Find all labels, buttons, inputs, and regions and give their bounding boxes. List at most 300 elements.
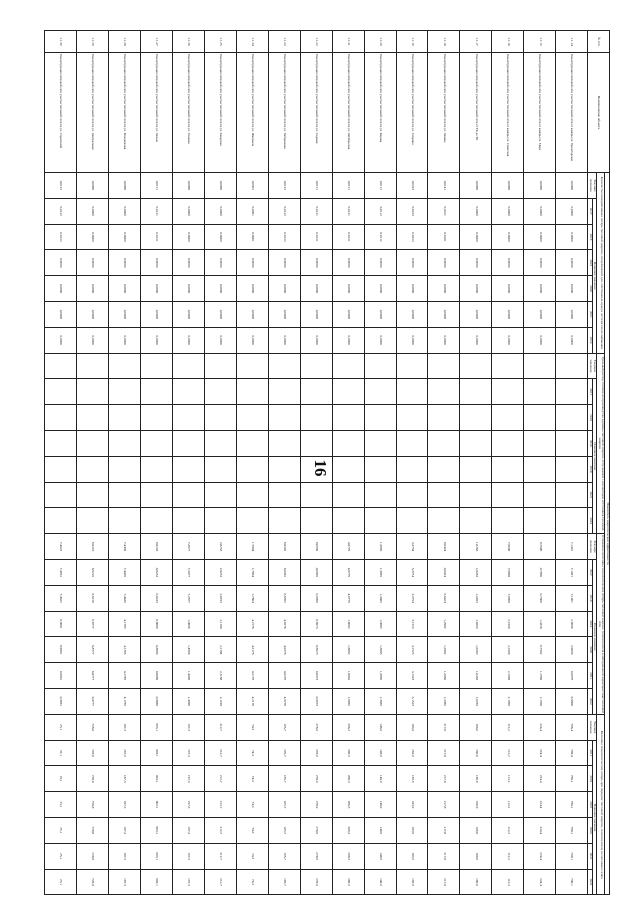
table-row bbox=[141, 31, 173, 895]
cell-value: 7,4922 bbox=[45, 534, 77, 560]
cell-value: 1,2982 bbox=[428, 663, 460, 689]
cell-value: 903,1 bbox=[141, 766, 173, 792]
table-row bbox=[492, 31, 524, 895]
cell-value: 278,9 bbox=[300, 766, 332, 792]
cell-value: 105,7 bbox=[268, 792, 300, 818]
rotated-table-content bbox=[44, 30, 610, 886]
table-row bbox=[173, 31, 205, 895]
cell-value: 0,0000 bbox=[460, 198, 492, 224]
cell-empty bbox=[141, 353, 173, 379]
cell-value: 0,0000 bbox=[204, 327, 236, 353]
cell-value: 112,2 bbox=[492, 714, 524, 740]
cell-value: 0,0000 bbox=[524, 301, 556, 327]
cell-value: 0,8689 bbox=[141, 663, 173, 689]
cell-value: 0,6973 bbox=[300, 637, 332, 663]
cell-value: 0,7906 bbox=[524, 534, 556, 560]
cell-value: 0,0223 bbox=[396, 173, 428, 199]
header-year: 2020 bbox=[588, 817, 593, 843]
cell-empty bbox=[300, 405, 332, 431]
cell-value: 0,6973 bbox=[300, 663, 332, 689]
cell-value: 187,3 bbox=[109, 714, 141, 740]
cell-value: 0,0000 bbox=[141, 250, 173, 276]
cell-value: 0,0000 bbox=[460, 173, 492, 199]
cell-value: 4,2176 bbox=[236, 688, 268, 714]
cell-value: 0,0000 bbox=[492, 173, 524, 199]
cell-empty bbox=[77, 508, 109, 534]
cell-value: 2,1188 bbox=[204, 688, 236, 714]
cell-empty bbox=[173, 508, 205, 534]
row-name: Реконструкция тепловой сети участка тепловой сети по ул. Школьная bbox=[236, 53, 268, 173]
cell-value: 2,1188 bbox=[204, 637, 236, 663]
cell-value: 105,7 bbox=[268, 714, 300, 740]
cell-value: 166,6 bbox=[460, 740, 492, 766]
cell-value: 1,3685 bbox=[364, 585, 396, 611]
row-name: Реконструкция тепловой сети участка тепловой сети по ул. Гагарина bbox=[396, 53, 428, 173]
cell-empty bbox=[556, 508, 588, 534]
table-row bbox=[268, 31, 300, 895]
cell-value: 4,2176 bbox=[236, 663, 268, 689]
cell-empty bbox=[364, 353, 396, 379]
cell-value: 148,9 bbox=[364, 843, 396, 869]
cell-empty bbox=[556, 456, 588, 482]
cell-value: 278,9 bbox=[300, 843, 332, 869]
cell-empty bbox=[428, 508, 460, 534]
cell-value: 7,2077 bbox=[173, 559, 205, 585]
cell-value: 0,0000 bbox=[332, 250, 364, 276]
header-plan-1: Плановое значение bbox=[592, 198, 597, 353]
cell-value: 1,3685 bbox=[364, 611, 396, 637]
cell-value: 74,3 bbox=[236, 843, 268, 869]
cell-value: 206,3 bbox=[332, 740, 364, 766]
cell-value: 0,0000 bbox=[236, 301, 268, 327]
cell-value: 212,7 bbox=[204, 817, 236, 843]
cell-value: 25,1 bbox=[45, 792, 77, 818]
cell-empty bbox=[460, 430, 492, 456]
cell-value: 183,9 bbox=[396, 817, 428, 843]
cell-value: 728,8 bbox=[77, 843, 109, 869]
cell-value: 1,7864 bbox=[236, 585, 268, 611]
cell-value: 0,0000 bbox=[236, 250, 268, 276]
cell-value: 0,0000 bbox=[204, 301, 236, 327]
row-number: 1.1.21 bbox=[332, 31, 364, 53]
cell-empty bbox=[460, 508, 492, 534]
cell-value: 0,0000 bbox=[492, 250, 524, 276]
cell-empty bbox=[77, 405, 109, 431]
cell-value: 0,0000 bbox=[556, 276, 588, 302]
cell-value: 112,3 bbox=[492, 869, 524, 895]
cell-value: 0,0000 bbox=[556, 224, 588, 250]
cell-value: 3,3754 bbox=[396, 559, 428, 585]
table-row bbox=[109, 31, 141, 895]
cell-empty bbox=[45, 508, 77, 534]
cell-value: 25,1 bbox=[45, 843, 77, 869]
cell-value: 903,1 bbox=[141, 740, 173, 766]
cell-value: 0,0000 bbox=[460, 276, 492, 302]
row-name: Реконструкция тепловой сети участка тепловой сети по ул. Полевая bbox=[173, 53, 205, 173]
cell-value: 1,0263 bbox=[460, 534, 492, 560]
cell-value: 0,8233 bbox=[141, 585, 173, 611]
header-plan-2: Плановое значение bbox=[592, 379, 597, 534]
cell-value: 1,6062 bbox=[332, 688, 364, 714]
cell-empty bbox=[173, 353, 205, 379]
cell-value: 6,8392 bbox=[268, 534, 300, 560]
cell-empty bbox=[460, 482, 492, 508]
cell-empty bbox=[364, 508, 396, 534]
cell-value: 3,3754 bbox=[396, 534, 428, 560]
cell-value: 0,0999 bbox=[300, 559, 332, 585]
cell-value: 4,2176 bbox=[236, 611, 268, 637]
cell-value: 0,0223 bbox=[396, 198, 428, 224]
cell-value: 0,0001 bbox=[236, 224, 268, 250]
cell-value: 728,8 bbox=[77, 766, 109, 792]
cell-value: 217,8 bbox=[428, 792, 460, 818]
cell-empty bbox=[492, 405, 524, 431]
cell-empty bbox=[173, 405, 205, 431]
cell-empty bbox=[396, 456, 428, 482]
cell-value: 0,0122 bbox=[268, 224, 300, 250]
rotated-table-frame bbox=[44, 30, 610, 886]
cell-empty bbox=[332, 430, 364, 456]
cell-empty bbox=[524, 430, 556, 456]
row-number: 1.1.15 bbox=[524, 31, 556, 53]
cell-value: 0,0000 bbox=[77, 276, 109, 302]
cell-empty bbox=[524, 456, 556, 482]
cell-value: 212,7 bbox=[204, 792, 236, 818]
cell-empty bbox=[109, 379, 141, 405]
cell-value: 105,7 bbox=[268, 766, 300, 792]
cell-empty bbox=[556, 379, 588, 405]
cell-empty bbox=[77, 353, 109, 379]
cell-value: 112,2 bbox=[492, 817, 524, 843]
cell-value: 166,6 bbox=[460, 766, 492, 792]
cell-value: 0,0000 bbox=[109, 224, 141, 250]
cell-empty bbox=[524, 508, 556, 534]
cell-value: 0,0121 bbox=[141, 224, 173, 250]
cell-empty bbox=[109, 482, 141, 508]
header-sub2: Удельный расход топлива на производство единицы тепловой энергии, отпускаемой с коллекторов источников тепловой энергии bbox=[597, 353, 605, 534]
cell-value: 197,3 bbox=[173, 792, 205, 818]
cell-value: 2,1999 bbox=[492, 663, 524, 689]
cell-value: 1,6062 bbox=[332, 637, 364, 663]
cell-empty bbox=[236, 456, 268, 482]
row-name: Реконструкция тепловой сети участка тепловой сети от ТК до ТК bbox=[460, 53, 492, 173]
cell-value: 0,0000 bbox=[524, 327, 556, 353]
cell-value: 3,1523 bbox=[396, 663, 428, 689]
table-row bbox=[428, 31, 460, 895]
cell-empty bbox=[268, 456, 300, 482]
cell-value: 224,4 bbox=[524, 843, 556, 869]
cell-value: 224,4 bbox=[524, 869, 556, 895]
table-row bbox=[460, 31, 492, 895]
table-row bbox=[45, 31, 77, 895]
cell-empty bbox=[556, 482, 588, 508]
cell-value: 0,0112 bbox=[364, 198, 396, 224]
header-year: 2017 bbox=[588, 740, 593, 766]
cell-empty bbox=[236, 508, 268, 534]
cell-value: 4,2176 bbox=[236, 637, 268, 663]
cell-value: 0,0000 bbox=[45, 301, 77, 327]
row-number: 1.1.16 bbox=[492, 31, 524, 53]
cell-empty bbox=[396, 482, 428, 508]
cell-value: 0,0000 bbox=[556, 173, 588, 199]
header-year: 2022 bbox=[588, 327, 593, 353]
cell-value: 1,6062 bbox=[332, 663, 364, 689]
cell-value: 278,9 bbox=[300, 869, 332, 895]
cell-value: 1,0263 bbox=[460, 611, 492, 637]
cell-value: 148,9 bbox=[364, 740, 396, 766]
table-row bbox=[332, 31, 364, 895]
row-number: 1.1.22 bbox=[300, 31, 332, 53]
row-number: 1.1.26 bbox=[173, 31, 205, 53]
cell-value: 0,0000 bbox=[204, 224, 236, 250]
cell-value: 0,0000 bbox=[428, 327, 460, 353]
cell-value: 0,0000 bbox=[141, 301, 173, 327]
cell-empty bbox=[173, 482, 205, 508]
header-year: 2018 bbox=[588, 224, 593, 250]
cell-empty bbox=[524, 379, 556, 405]
cell-empty bbox=[556, 405, 588, 431]
cell-value: 903,1 bbox=[141, 714, 173, 740]
cell-value: 212,7 bbox=[204, 766, 236, 792]
cell-empty bbox=[173, 430, 205, 456]
cell-value: 217,8 bbox=[428, 817, 460, 843]
row-name: Реконструкция тепловой сети участка тепловой сети от камеры ул. Пролетарская bbox=[556, 53, 588, 173]
cell-value: 74,3 bbox=[236, 766, 268, 792]
cell-value: 166,6 bbox=[460, 714, 492, 740]
cell-value: 0,8689 bbox=[141, 611, 173, 637]
cell-value: 0,6973 bbox=[300, 611, 332, 637]
cell-empty bbox=[109, 508, 141, 534]
cell-empty bbox=[77, 379, 109, 405]
header-year: 2018 bbox=[588, 405, 593, 431]
cell-value: 0,0112 bbox=[364, 224, 396, 250]
cell-value: 212,7 bbox=[204, 714, 236, 740]
cell-value: 4,6779 bbox=[332, 534, 364, 560]
header-current-1: Текущее значение bbox=[588, 173, 597, 199]
cell-empty bbox=[77, 482, 109, 508]
header-year: 2017 bbox=[588, 559, 593, 585]
cell-empty bbox=[396, 405, 428, 431]
cell-value: 0,0000 bbox=[524, 198, 556, 224]
cell-value: 0,0000 bbox=[204, 276, 236, 302]
header-year: 2017 bbox=[588, 198, 593, 224]
cell-value: 0,0121 bbox=[300, 173, 332, 199]
cell-value: 4,9276 bbox=[268, 637, 300, 663]
cell-empty bbox=[268, 508, 300, 534]
cell-value: 0,0121 bbox=[141, 173, 173, 199]
cell-value: 0,0000 bbox=[364, 250, 396, 276]
cell-value: 166,6 bbox=[460, 843, 492, 869]
header-current-3: Текущее значение bbox=[588, 534, 597, 560]
cell-value: 0,0000 bbox=[332, 327, 364, 353]
cell-value: 0,0000 bbox=[492, 224, 524, 250]
page-number: 16 bbox=[311, 459, 330, 477]
cell-value: 0,0000 bbox=[364, 301, 396, 327]
cell-value: 0,0000 bbox=[300, 250, 332, 276]
cell-empty bbox=[141, 379, 173, 405]
cell-value: 0,0000 bbox=[364, 327, 396, 353]
cell-value: 0,0000 bbox=[77, 173, 109, 199]
cell-value: 6,8777 bbox=[77, 637, 109, 663]
cell-empty bbox=[396, 508, 428, 534]
cell-value: 0,0001 bbox=[236, 173, 268, 199]
row-number: 1.1.14 bbox=[556, 31, 588, 53]
cell-value: 0,6424 bbox=[428, 585, 460, 611]
cell-empty bbox=[428, 379, 460, 405]
cell-value: 0,8233 bbox=[141, 534, 173, 560]
cell-empty bbox=[77, 430, 109, 456]
cell-value: 183,9 bbox=[396, 766, 428, 792]
cell-value: 903,1 bbox=[141, 817, 173, 843]
cell-value: 0,0121 bbox=[141, 198, 173, 224]
header-year: 2022 bbox=[588, 688, 593, 714]
table-row bbox=[300, 31, 332, 895]
cell-value: 0,0000 bbox=[396, 327, 428, 353]
cell-value: 798,4 bbox=[556, 714, 588, 740]
cell-value: 0,0121 bbox=[300, 224, 332, 250]
header-sub4: Величина технологических потерь при передаче тепловой энергии, теплоносителя по тепловым сетям bbox=[597, 714, 605, 895]
cell-value: 7,1491 bbox=[556, 534, 588, 560]
cell-value: 0,0000 bbox=[428, 301, 460, 327]
cell-value: 0,0000 bbox=[77, 301, 109, 327]
cell-value: 2,1999 bbox=[492, 611, 524, 637]
cell-value: 0,0000 bbox=[300, 301, 332, 327]
cell-value: 0,8689 bbox=[141, 637, 173, 663]
cell-value: 278,9 bbox=[300, 714, 332, 740]
cell-value: 212,7 bbox=[204, 740, 236, 766]
cell-value: 0,0000 bbox=[77, 327, 109, 353]
cell-value: 7,9098 bbox=[492, 534, 524, 560]
cell-value: 2,1188 bbox=[204, 611, 236, 637]
cell-value: 197,3 bbox=[173, 843, 205, 869]
cell-empty bbox=[364, 405, 396, 431]
row-name: Реконструкция тепловой сети участка тепловой сети от камеры ул. Мира bbox=[524, 53, 556, 173]
header-current-4: Текущее значение bbox=[588, 714, 597, 740]
cell-value: 1,7864 bbox=[236, 534, 268, 560]
cell-value: 0,0000 bbox=[109, 327, 141, 353]
cell-value: 0,0000 bbox=[204, 198, 236, 224]
cell-value: 3,3754 bbox=[396, 585, 428, 611]
cell-value: 7,2077 bbox=[173, 534, 205, 560]
cell-value: 224,4 bbox=[524, 792, 556, 818]
cell-value: 217,8 bbox=[428, 843, 460, 869]
row-name: Реконструкция тепловой сети участка тепловой сети по ул. Заводская bbox=[204, 53, 236, 173]
cell-value: 7,1461 bbox=[556, 585, 588, 611]
row-name: Реконструкция тепловой сети участка тепловой сети по ул. Кирова bbox=[364, 53, 396, 173]
cell-value: 4,9276 bbox=[268, 611, 300, 637]
cell-value: 798,1 bbox=[556, 766, 588, 792]
cell-value: 0,0122 bbox=[268, 198, 300, 224]
table-row bbox=[77, 31, 109, 895]
cell-value: 187,3 bbox=[109, 817, 141, 843]
row-name: Реконструкция тепловой сети участка тепловой сети по ул. Молодёжная bbox=[109, 53, 141, 173]
header-current-2: Текущее значение bbox=[588, 353, 597, 379]
cell-value: 112,2 bbox=[492, 792, 524, 818]
cell-empty bbox=[141, 405, 173, 431]
table-row bbox=[556, 31, 588, 895]
cell-value: 0,0000 bbox=[396, 250, 428, 276]
cell-empty bbox=[300, 430, 332, 456]
header-year: 2019 bbox=[588, 611, 593, 637]
cell-value: 0,0121 bbox=[300, 198, 332, 224]
cell-value: 0,0101 bbox=[428, 224, 460, 250]
cell-empty bbox=[396, 353, 428, 379]
cell-value: 0,0000 bbox=[268, 250, 300, 276]
cell-empty bbox=[204, 353, 236, 379]
cell-value: 728,8 bbox=[77, 714, 109, 740]
cell-empty bbox=[428, 482, 460, 508]
cell-value: 0,0000 bbox=[109, 276, 141, 302]
cell-value: 903,1 bbox=[141, 869, 173, 895]
cell-value: 7,4922 bbox=[45, 559, 77, 585]
row-name: Реконструкция тепловой сети участка тепловой сети по ул. Октябрьская bbox=[332, 53, 364, 173]
cell-value: 148,9 bbox=[364, 869, 396, 895]
cell-value: 0,0000 bbox=[109, 250, 141, 276]
cell-value: 3,1523 bbox=[396, 611, 428, 637]
cell-value: 0,0000 bbox=[109, 173, 141, 199]
cell-value: 7,4922 bbox=[45, 585, 77, 611]
cell-value: 0,0000 bbox=[173, 198, 205, 224]
cell-value: 0,0000 bbox=[268, 276, 300, 302]
cell-value: 0,0000 bbox=[556, 301, 588, 327]
cell-value: 1,3685 bbox=[364, 559, 396, 585]
cell-value: 0,9661 bbox=[45, 688, 77, 714]
cell-value: 148,9 bbox=[364, 714, 396, 740]
cell-value: 1,1569 bbox=[524, 663, 556, 689]
cell-value: 0,0000 bbox=[141, 327, 173, 353]
cell-value: 183,9 bbox=[396, 792, 428, 818]
header-name: Наименование объекта bbox=[588, 53, 610, 173]
cell-value: 197,3 bbox=[173, 740, 205, 766]
cell-empty bbox=[236, 405, 268, 431]
cell-empty bbox=[236, 482, 268, 508]
cell-empty bbox=[141, 456, 173, 482]
row-number: 1.1.19 bbox=[396, 31, 428, 53]
cell-value: 206,3 bbox=[332, 792, 364, 818]
cell-value: 7,4439 bbox=[109, 534, 141, 560]
cell-value: 224,4 bbox=[524, 817, 556, 843]
cell-empty bbox=[460, 456, 492, 482]
cell-empty bbox=[492, 456, 524, 482]
cell-empty bbox=[300, 379, 332, 405]
cell-empty bbox=[109, 353, 141, 379]
cell-value: 6,8777 bbox=[77, 688, 109, 714]
cell-value: 0,0000 bbox=[300, 276, 332, 302]
cell-value: 278,9 bbox=[300, 817, 332, 843]
cell-value: 105,7 bbox=[268, 869, 300, 895]
cell-value: 1,2982 bbox=[428, 688, 460, 714]
cell-value: 206,3 bbox=[332, 766, 364, 792]
cell-empty bbox=[141, 430, 173, 456]
cell-value: 105,7 bbox=[268, 843, 300, 869]
cell-value: 0,0000 bbox=[460, 250, 492, 276]
header-num: № п/п bbox=[588, 31, 610, 53]
cell-value: 6,6216 bbox=[77, 559, 109, 585]
cell-value: 4,1785 bbox=[109, 637, 141, 663]
cell-value: 0,0000 bbox=[556, 250, 588, 276]
cell-value: 0,0000 bbox=[268, 327, 300, 353]
cell-value: 0,0999 bbox=[300, 585, 332, 611]
cell-value: 0,6424 bbox=[428, 559, 460, 585]
cell-value: 0,0000 bbox=[141, 276, 173, 302]
header-year: 2020 bbox=[588, 276, 593, 302]
cell-value: 197,3 bbox=[173, 817, 205, 843]
row-number: 1.1.24 bbox=[236, 31, 268, 53]
cell-value: 728,8 bbox=[77, 817, 109, 843]
cell-value: 206,3 bbox=[332, 817, 364, 843]
cell-value: 0,0001 bbox=[236, 198, 268, 224]
cell-value: 4,1785 bbox=[109, 611, 141, 637]
